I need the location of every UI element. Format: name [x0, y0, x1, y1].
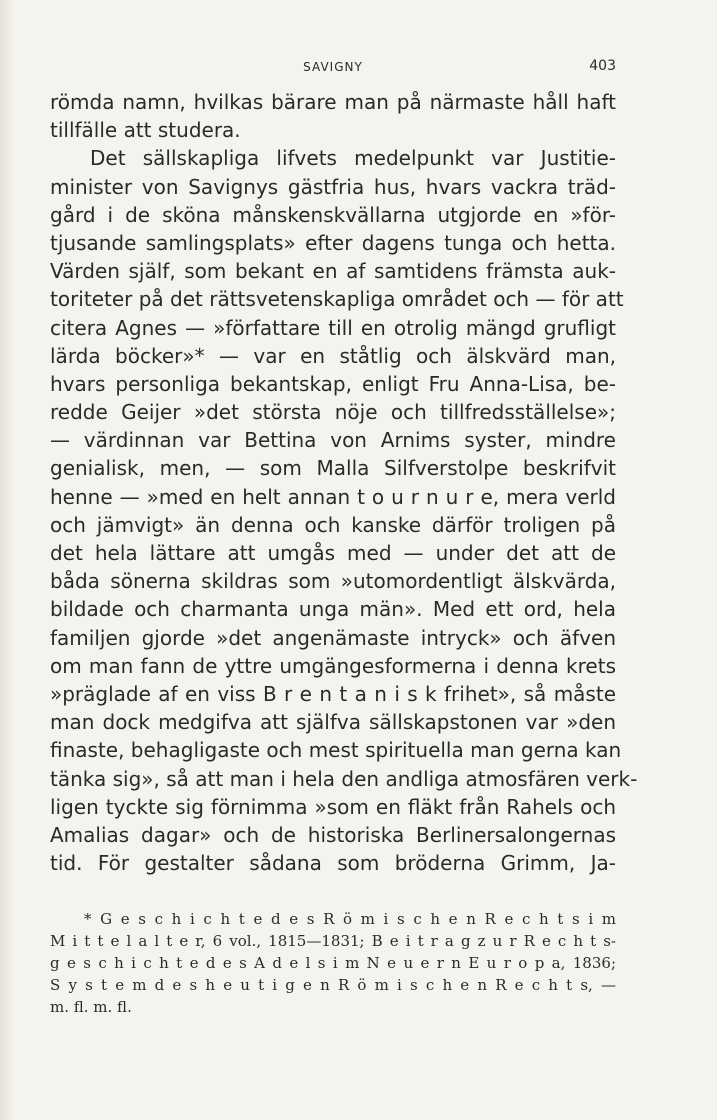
page-number: 403: [589, 58, 616, 74]
running-header: [50, 60, 616, 80]
text-line: och jämvigt» än denna och kanske därför troligen på: [50, 512, 616, 537]
text-line: henne — »med en helt annan t o u r n u r e, mera verld: [50, 484, 616, 509]
text-line: Amalias dagar» och de historiska Berlinersalongernas: [50, 822, 616, 847]
text-line: det hela lättare att umgås med — under det att de: [50, 541, 616, 565]
footnote: [50, 908, 616, 1018]
text-line: familjen gjorde »det angenämaste intryck» och äfven: [50, 625, 616, 650]
text-line: båda sönerna skildras som »utomordentligt älskvärda,: [50, 569, 616, 594]
text-line: om man fann de yttre umgängesformerna i denna krets: [50, 653, 616, 678]
text-line: tillfälle att studera.: [50, 118, 241, 143]
text-line: bildade och charmanta unga män». Med ett ord, hela: [50, 597, 616, 622]
text-line: tjusande samlingsplats» efter dagens tunga och hetta.: [50, 230, 616, 255]
text-line: tid. För gestalter sådana som bröderna Grimm, Ja-: [50, 851, 616, 876]
text-line: »präglade af en viss B r e n t a n i s k frihet», så måste: [50, 681, 616, 706]
text-line: man dock medgifva att själfva sällskapstonen var »den: [50, 710, 616, 735]
text-line: Värden själf, som bekant en af samtidens främsta auk-: [50, 259, 616, 284]
footnote-line: M i t t e l a l t e r, 6 vol., 1815—1831; B e i t r a g z u r R e c h t s-: [50, 932, 616, 950]
footnote-line: g e s c h i c h t e d e s A d e l s i m N e u e r n E u r o p a, 1836;: [50, 954, 616, 972]
text-line: citera Agnes — »författare till en otrolig mängd grufligt: [50, 315, 616, 340]
text-line: finaste, behagligaste och mest spirituella man gerna kan: [50, 738, 622, 763]
text-line: gård i de sköna månskenskvällarna utgjorde en »för-: [50, 202, 616, 227]
text-line: ligen tyckte sig förnimma »som en fläkt från Rahels och: [50, 794, 616, 819]
body-text: [50, 88, 638, 877]
footnote-line: S y s t e m d e s h e u t i g e n R ö m i s c h e n R e c h t s, —: [50, 976, 616, 994]
footnote-line: m. fl. m. fl.: [50, 998, 132, 1016]
footnote-line: * G e s c h i c h t e d e s R ö m i s c h e n R e c h t s i m: [84, 910, 616, 928]
running-title: SAVIGNY: [303, 60, 363, 74]
text-line: tänka sig», så att man i hela den andliga atmosfären verk-: [50, 766, 638, 791]
text-line: genialisk, men, — som Malla Silfverstolpe beskrifvit: [50, 456, 616, 481]
text-line: toriteter på det rättsvetenskapliga området och — för att: [50, 287, 624, 312]
page-edge-shadow: [0, 0, 14, 1120]
text-line: minister von Savignys gästfria hus, hvars vackra träd-: [50, 174, 616, 199]
text-line: redde Geijer »det största nöje och tillfredsställelse»;: [50, 400, 616, 425]
text-line: hvars personliga bekantskap, enligt Fru Anna-Lisa, be-: [50, 371, 616, 396]
text-line: römda namn, hvilkas bärare man på närmaste håll haft: [50, 90, 616, 114]
text-line: — värdinnan var Bettina von Arnims syster, mindre: [50, 428, 616, 453]
text-line: Det sällskapliga lifvets medelpunkt var Justitie-: [90, 146, 616, 171]
text-line: lärda böcker»* — var en ståtlig och älskvärd man,: [50, 343, 616, 368]
